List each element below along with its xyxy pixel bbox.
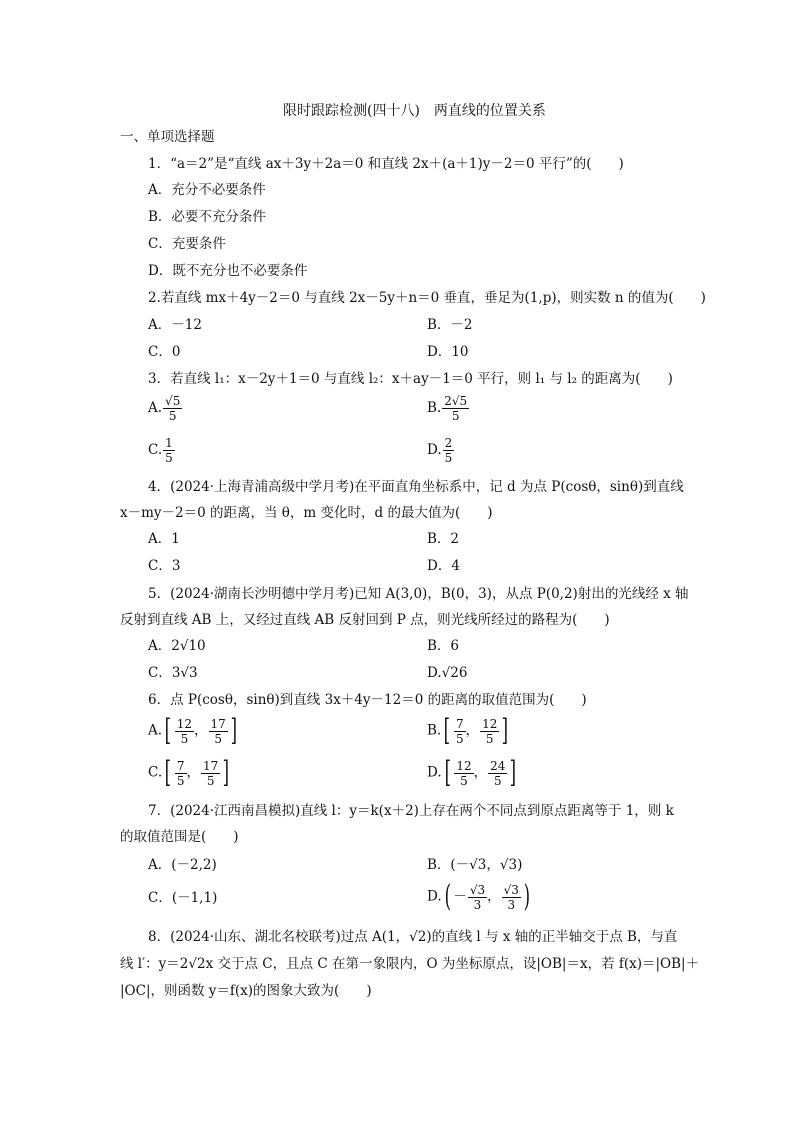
q6-c-d1: 5 — [176, 773, 185, 788]
q4-option-a: A．1 — [148, 531, 180, 547]
q6-option-a: A.[ $\frac{12}{5}$ ， $\frac{17}{5}$ ] — [148, 713, 237, 748]
q5-option-b: B．6 — [427, 638, 460, 654]
q1-option-b: B．必要不充分条件 — [148, 209, 266, 225]
q6-c-frac1 — [175, 759, 187, 788]
q7-d-frac1 — [468, 883, 487, 912]
q8-stem-line2: 线 l′：y＝2√2x 交于点 C，且点 C 在第一象限内，O 为坐标原点，设|OB|＝x，若 f(x)＝|OB|＋ — [120, 956, 700, 972]
q3-d-num: 2 — [444, 436, 453, 450]
q7-stem-line1: 7．(2024·江西南昌模拟)直线 l：y＝k(x＋2)上存在两个不同点到原点距离等于 1，则 k — [148, 803, 674, 819]
q6-a-d2: 5 — [214, 731, 222, 746]
q2-option-c: C．0 — [148, 344, 181, 360]
q6-c-n2: 17 — [203, 758, 219, 773]
q3-option-d — [427, 436, 454, 465]
q4-option-c: C．3 — [148, 558, 181, 574]
q6-d-frac1 — [454, 759, 473, 788]
q2-option-b: B．－2 — [427, 317, 473, 333]
q6-a-n1: 12 — [176, 716, 193, 731]
q4-stem-line1: 4．(2024·上海青浦高级中学月考)在平面直角坐标系中，记 d 为点 P(cosθ，sinθ)到直线 — [148, 479, 684, 495]
q3-a-label: A. — [148, 400, 163, 416]
q6-option-d: D.[ $\frac{12}{5}$ ， $\frac{24}{5}$ ] — [427, 755, 517, 790]
q7-option-c: C．(－1,1) — [148, 890, 218, 906]
q8-stem-line1: 8．(2024·山东、湖北名校联考)过点 A(1，√2)的直线 l 与 x 轴的正半轴交于点 B，与直 — [148, 929, 678, 945]
q7-d-frac2 — [502, 883, 521, 912]
q3-option-a — [148, 394, 182, 423]
q7-d-rparen: ) — [523, 879, 531, 914]
q6-c-frac2 — [201, 759, 220, 788]
q3-b-fraction — [442, 394, 469, 423]
q5-stem-line1: 5．(2024·湖南长沙明德中学月考)已知 A(3,0)，B(0，3)，从点 P(0,2)射出的光线经 x 轴 — [148, 586, 689, 602]
q7-d-n2: √3 — [503, 882, 519, 897]
q6-a-n2: 17 — [210, 716, 226, 731]
q6-b-rbracket: ] — [501, 713, 509, 748]
q5-option-a: A．2√10 — [148, 638, 206, 654]
q1-stem: 1．“a＝2”是“直线 ax＋3y＋2a＝0 和直线 2x＋(a＋1)y－2＝0 平行”的( ) — [148, 156, 624, 172]
q2-option-a: A．－12 — [148, 317, 202, 333]
q6-a-frac2 — [209, 717, 228, 746]
q1-option-d: D．既不充分也不必要条件 — [148, 263, 308, 279]
q8-stem-line3: |OC|，则函数 y＝f(x)的图象大致为( ) — [120, 983, 372, 999]
q6-option-c: C.[ $\frac{7}{5}$ ， $\frac{17}{5}$ ] — [148, 755, 230, 790]
q3-d-fraction — [443, 436, 455, 465]
q3-c-label: C. — [148, 442, 163, 458]
q5-option-c: C．3√3 — [148, 665, 198, 681]
q6-b-label: B. — [427, 722, 442, 739]
q2-option-d: D．10 — [427, 344, 469, 360]
q3-b-den: 5 — [451, 409, 460, 423]
q3-a-num: √5 — [165, 394, 181, 408]
q6-c-rbracket: ] — [222, 755, 230, 790]
q3-c-num: 1 — [165, 436, 173, 450]
q7-d-n1: √3 — [469, 882, 486, 897]
q5-stem-line2: 反射到直线 AB 上，又经过直线 AB 反射回到 P 点，则光线所经过的路程为( ) — [120, 612, 610, 628]
section-heading: 一、单项选择题 — [120, 129, 215, 145]
q7-stem-line2: 的取值范围是( ) — [120, 829, 239, 845]
q3-a-den: 5 — [168, 409, 177, 423]
q6-b-n1: 7 — [455, 716, 464, 731]
q6-d-n2: 24 — [490, 758, 506, 773]
q4-option-b: B．2 — [427, 531, 460, 547]
q6-d-n1: 12 — [456, 758, 472, 773]
q4-stem-line2: x－my－2＝0 的距离，当 θ，m 变化时，d 的最大值为( ) — [120, 505, 493, 521]
q6-b-n2: 12 — [482, 716, 498, 731]
q6-b-frac1 — [454, 717, 466, 746]
q7-d-label: D. — [427, 888, 442, 905]
q6-stem: 6．点 P(cosθ，sinθ)到直线 3x＋4y－12＝0 的距离的取值范围为( ) — [148, 692, 587, 708]
q6-d-d1: 5 — [460, 773, 468, 788]
q3-c-den: 5 — [165, 451, 173, 465]
q6-option-b: B.[ $\frac{7}{5}$ ， $\frac{12}{5}$ ] — [427, 713, 509, 748]
q6-d-rbracket: ] — [510, 755, 517, 790]
q6-c-d2: 5 — [206, 773, 215, 788]
q3-d-den: 5 — [444, 451, 453, 465]
q6-d-frac2 — [488, 759, 507, 788]
q7-option-b: B．(－√3，√3) — [427, 857, 523, 873]
q2-stem: 2.若直线 mx＋4y－2＝0 与直线 2x－5y＋n＝0 垂直，垂足为(1,p)，则实数 n 的值为( ) — [148, 290, 706, 306]
q3-d-label: D. — [427, 442, 442, 458]
q6-b-frac2 — [480, 717, 499, 746]
q3-option-c — [148, 436, 175, 465]
q6-a-rbracket: ] — [230, 713, 237, 748]
q7-d-lparen: ( — [444, 879, 451, 914]
q6-d-d2: 5 — [493, 773, 502, 788]
q6-a-d1: 5 — [180, 731, 189, 746]
q6-d-lbracket: [ — [444, 755, 451, 790]
q6-c-lbracket: [ — [164, 755, 172, 790]
q3-c-fraction — [163, 436, 175, 465]
q6-a-frac1 — [175, 717, 194, 746]
q6-b-d1: 5 — [455, 731, 464, 746]
q7-d-d1: 3 — [473, 897, 482, 912]
q6-d-label: D. — [427, 764, 442, 781]
q3-b-num: 2√5 — [444, 394, 468, 408]
q6-b-d2: 5 — [485, 731, 494, 746]
q7-option-d: D.( － $\frac{√3}{3}$ ， $\frac{√3}{3}$ ) — [427, 879, 531, 914]
q3-a-fraction — [163, 394, 182, 423]
q3-stem: 3．若直线 l₁：x－2y＋1＝0 与直线 l₂：x＋ay－1＝0 平行，则 l₁ 与 l₂ 的距离为( ) — [148, 371, 673, 387]
q3-option-b — [427, 394, 469, 423]
q6-a-label: A. — [148, 722, 163, 739]
q7-option-a: A．(－2,2) — [148, 857, 217, 873]
q5-option-d: D.√26 — [427, 665, 468, 681]
q6-a-lbracket: [ — [164, 713, 172, 748]
q1-option-c: C．充要条件 — [148, 236, 226, 252]
q3-b-label: B. — [427, 400, 442, 416]
q1-option-a: A．充分不必要条件 — [148, 182, 266, 198]
q4-option-d: D．4 — [427, 558, 460, 574]
page-title: 限时跟踪检测(四十八) 两直线的位置关系 — [283, 103, 546, 119]
q7-d-d2: 3 — [507, 897, 516, 912]
q6-b-lbracket: [ — [443, 713, 451, 748]
q6-c-label: C. — [148, 764, 163, 781]
q6-c-n1: 7 — [176, 758, 185, 773]
